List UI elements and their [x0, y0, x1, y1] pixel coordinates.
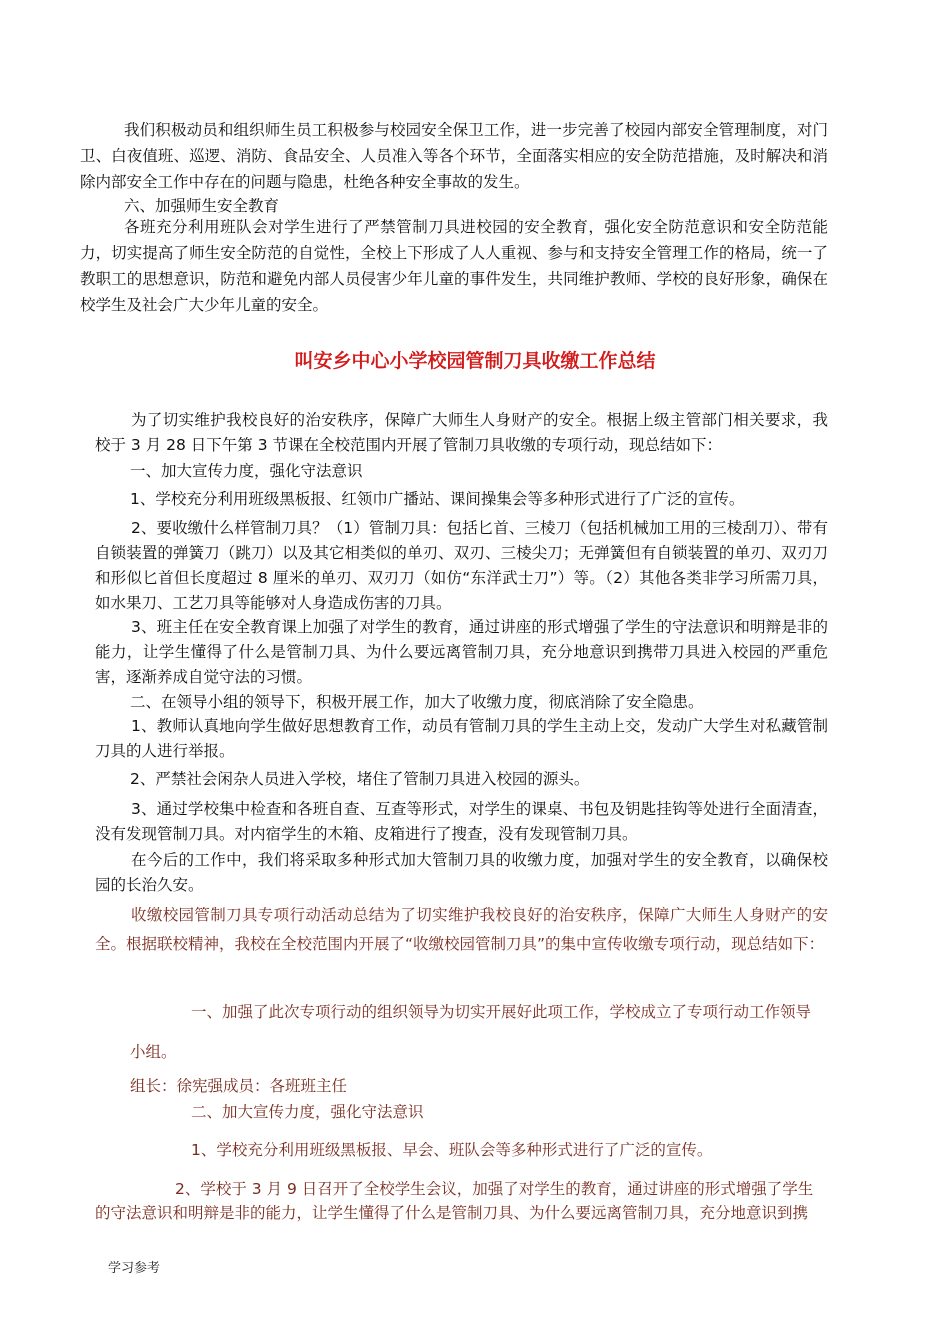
heading-safety-education: 六、加强师生安全教育	[124, 197, 280, 215]
item-publicity-forms: 1、学校充分利用班级黑板报、红领巾广播站、课间操集会等多种形式进行了广泛的宣传。	[130, 490, 745, 508]
paragraph-closing: 在今后的工作中，我们将采取多种形式加大管制刀具的收缴力度，加强对学生的安全教育，以确保校园的长治久安。	[95, 851, 828, 894]
item-teacher-work: 1、教师认真地向学生做好思想教育工作，动员有管制刀具的学生主动上交，发动广大学生对私藏管制刀具的人进行举报。	[95, 717, 828, 760]
members-line: 组长：徐宪强成员：各班班主任	[130, 1077, 348, 1095]
document-title: 叫安乡中心小学校园管制刀具收缴工作总结	[294, 350, 656, 372]
item-publicity-forms-2: 1、学校充分利用班级黑板报、早会、班队会等多种形式进行了广泛的宣传。	[191, 1141, 713, 1159]
item-inspection: 3、通过学校集中检查和各班自查、互查等形式，对学生的课桌、书包及钥匙挂钩等处进行全面清查，没有发现管制刀具。对内宿学生的木箱、皮箱进行了搜查，没有发现管制刀具。	[95, 800, 828, 843]
heading-leadership: 二、在领导小组的领导下，积极开展工作，加大了收缴力度，彻底消除了安全隐患。	[130, 693, 704, 711]
heading-publicity: 一、加大宣传力度，强化守法意识	[130, 462, 363, 480]
heading-organization: 一、加强了此次专项行动的组织领导为切实开展好此项工作，学校成立了专项行动工作领导	[191, 1003, 812, 1021]
paragraph-campaign-intro: 收缴校园管制刀具专项行动活动总结为了切实维护我校良好的治安秩序，保障广大师生人身财产的安全。根据联校精神，我校在全校范围内开展了“收缴校园管制刀具”的集中宣传收缴专项行动，现总结如下：	[95, 906, 828, 953]
paragraph-security-measures: 我们积极动员和组织师生员工积极参与校园安全保卫工作，进一步完善了校园内部安全管理制度，对门卫、白夜值班、巡逻、消防、食品安全、人员准入等各个环节，全面落实相应的安全防范措施，及时解决和消除内部安全工作中存在的问题与隐患，杜绝各种安全事故的发生。	[80, 121, 828, 191]
heading-publicity-2: 二、加大宣传力度，强化守法意识	[191, 1103, 424, 1121]
item-student-meeting-cont: 的守法意识和明辩是非的能力，让学生懂得了什么是管制刀具、为什么要远离管制刀具，充分地意识到携	[95, 1204, 809, 1222]
footer-note: 学习参考	[108, 1261, 161, 1276]
item-knife-types: 2、要收缴什么样管制刀具？（1）管制刀具：包括匕首、三棱刀（包括机械加工用的三棱刮刀）、带有自锁装置的弹簧刀（跳刀）以及其它相类似的单刃、双刃、三棱尖刀；无弹簧但有自锁装置的单刃、双刃刀和形似匕首但长度超过 8 厘米的单刃、双刃刀（如仿“东洋武士刀”）等。（2）其他各类非学习所需刀具，如水果刀、工艺刀具等能够对人身造成伤害的刀具。	[95, 519, 828, 612]
paragraph-intro: 为了切实维护我校良好的治安秩序，保障广大师生人身财产的安全。根据上级主管部门相关要求，我校于 3 月 28 日下午第 3 节课在全校范围内开展了管制刀具收缴的专项行动，现总结如下：	[95, 411, 828, 454]
heading-organization-cont: 小组。	[130, 1043, 177, 1061]
paragraph-class-education: 各班充分利用班队会对学生进行了严禁管制刀具进校园的安全教育，强化安全防范意识和安全防范能力，切实提高了师生安全防范的自觉性，全校上下形成了人人重视、参与和支持安全管理工作的格局，统一了教职工的思想意识，防范和避免内部人员侵害少年儿童的事件发生，共同维护教师、学校的良好形象，确保在校学生及社会广大少年儿童的安全。	[80, 218, 828, 314]
item-ban-outsiders: 2、严禁社会闲杂人员进入学校，堵住了管制刀具进入校园的源头。	[130, 770, 590, 788]
item-student-meeting: 2、学校于 3 月 9 日召开了全校学生会议，加强了对学生的教育，通过讲座的形式增强了学生	[175, 1180, 814, 1198]
item-class-teacher-education: 3、班主任在安全教育课上加强了对学生的教育，通过讲座的形式增强了学生的守法意识和明辩是非的能力，让学生懂得了什么是管制刀具、为什么要远离管制刀具，充分地意识到携带刀具进入校园的严重危害，逐渐养成自觉守法的习惯。	[95, 618, 828, 686]
